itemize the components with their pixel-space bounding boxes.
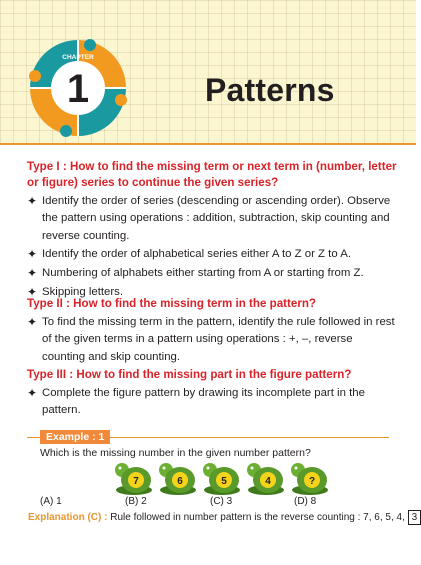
- turtle-icon: [115, 463, 152, 495]
- list-item: ✦ Identify the order of series (descending or ascending order). Observe the pattern using operations : addition, subtraction, skip counting and reverse counting.: [27, 194, 391, 242]
- list-item: ✦ Skipping letters.: [27, 284, 397, 301]
- turtle-icon: [247, 463, 284, 495]
- turtle-number: ?: [308, 476, 316, 487]
- page-title: Patterns: [205, 72, 335, 108]
- turtle-number: 7: [133, 476, 139, 487]
- list-item: ✦ Complete the figure pattern by drawing its incomplete part in the pattern.: [27, 386, 365, 417]
- example-tag: Example : 1: [40, 430, 110, 444]
- header-divider: [0, 143, 416, 145]
- example-explanation: [28, 510, 418, 525]
- four-point-star-icon: ✦: [27, 194, 38, 208]
- four-point-star-icon: ✦: [27, 386, 38, 400]
- chapter-number: 1: [66, 67, 90, 111]
- answer-box: 3: [408, 510, 421, 525]
- type-2-bullets: [27, 314, 397, 367]
- four-point-star-icon: ✦: [27, 284, 38, 299]
- turtle-icon: [291, 463, 328, 495]
- type-3-bullets: [27, 385, 397, 421]
- list-item: ✦ To find the missing term in the pattern, identify the rule followed in rest of the given terms in a pattern using operations : +, –, reverse counting and skip counting.: [27, 315, 395, 363]
- turtle-number: 4: [265, 476, 271, 487]
- turtle-number-pattern: [112, 460, 332, 496]
- turtle-number: 6: [177, 476, 183, 487]
- turtle-number: 5: [221, 476, 227, 487]
- type-3-heading: Type III : How to find the missing part in the figure pattern?: [27, 368, 352, 381]
- option-d: (D) 8: [294, 496, 317, 507]
- example-question: Which is the missing number in the given number pattern?: [40, 447, 311, 459]
- option-a: (A) 1: [40, 496, 62, 507]
- chapter-emblem: [26, 36, 130, 140]
- four-point-star-icon: ✦: [27, 315, 38, 329]
- type-2-heading: Type II : How to find the missing term in the pattern?: [27, 297, 316, 310]
- option-c: (C) 3: [210, 496, 233, 507]
- four-point-star-icon: ✦: [27, 266, 38, 280]
- explanation-label: Explanation (C) :: [28, 512, 108, 523]
- list-item: ✦ Identify the order of alphabetical series either A to Z or Z to A.: [27, 246, 397, 263]
- type-1-bullets: [27, 193, 397, 302]
- turtle-icon: [159, 463, 196, 495]
- four-point-star-icon: ✦: [27, 247, 38, 262]
- chapter-label: CHAPTER: [62, 54, 94, 61]
- list-item: ✦ Numbering of alphabets either starting from A or starting from Z.: [27, 265, 397, 282]
- type-1-heading: Type I : How to find the missing term or next term in (number, letter or figure) series to continue the given series?: [27, 160, 397, 189]
- explanation-text: Rule followed in number pattern is the reverse counting : 7, 6, 5, 4,: [110, 512, 405, 523]
- option-b: (B) 2: [125, 496, 147, 507]
- turtle-icon: [203, 463, 240, 495]
